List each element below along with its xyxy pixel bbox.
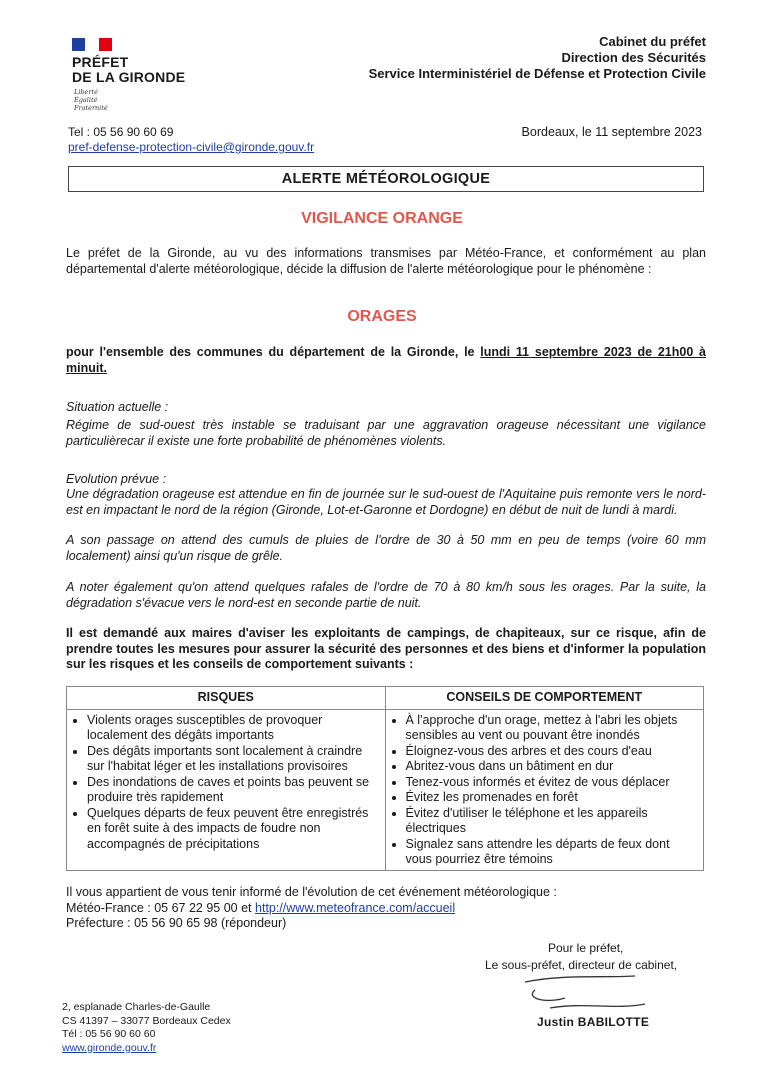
motto-egalite: Égalité: [74, 96, 98, 104]
flag-white: [85, 38, 98, 51]
direction-line: Direction des Sécurités: [561, 50, 706, 65]
meteofrance-link[interactable]: http://www.meteofrance.com/accueil: [255, 900, 456, 915]
info-paragraph: [66, 885, 706, 932]
situation-text: Régime de sud-ouest très instable se traduisant par une aggravation orageuse nécessitant une vigilance particulièrecar il existe une forte probabilité de phénomènes violents.: [66, 418, 706, 448]
list-item: • Évitez les promenades en forêt: [406, 790, 698, 806]
list-item: • Signalez sans attendre les départs de feux dont vous pourriez être témoins: [406, 837, 698, 868]
signatory-name: Justin BABILOTTE: [537, 1015, 650, 1029]
advice-cell: [385, 709, 704, 870]
issuing-service: [369, 34, 706, 82]
footer-address: [62, 1001, 231, 1055]
contact-email-link[interactable]: pref-defense-protection-civile@gironde.gouv.fr: [68, 140, 315, 154]
prefecture-line-2: DE LA GIRONDE: [72, 69, 186, 85]
list-item: • Quelques départs de feux peuvent être enregistrés en forêt suite à des impacts de foudre non accompagnés de précipitations: [87, 806, 379, 853]
signature-line-2: Le sous-préfet, directeur de cabinet,: [485, 958, 678, 972]
meteofrance-phone: Météo-France : 05 67 22 95 00 et: [66, 900, 256, 915]
republic-flag-logo: [72, 38, 112, 51]
prefecture-line-1: PRÉFET: [72, 54, 129, 70]
table-row: [67, 709, 704, 870]
motto-liberte: Liberté: [74, 88, 98, 96]
risks-list: [73, 713, 379, 853]
situation-title: Situation actuelle :: [66, 400, 169, 414]
list-item: • Des inondations de caves et points bas peuvent se produire très rapidement: [87, 775, 379, 806]
advice-list: [392, 713, 698, 868]
intro-paragraph: Le préfet de la Gironde, au vu des informations transmises par Météo-France, et conformément au plan départemental d'alerte météorologique, décide la diffusion de l'alerte météorologique pour le phénomène :: [66, 246, 706, 276]
flag-blue: [72, 38, 85, 51]
motto-fraternite: Fraternité: [74, 104, 108, 112]
evolution-title: Evolution prévue :: [66, 472, 167, 486]
republic-motto: [74, 88, 108, 112]
phenomenon-title: ORAGES: [347, 308, 417, 325]
contact-phone: Tel : 05 56 90 60 69: [68, 125, 174, 139]
alert-banner-title: ALERTE MÉTÉOROLOGIQUE: [68, 166, 704, 192]
signature-line-1: Pour le préfet,: [548, 941, 624, 955]
footer-phone: Tél : 05 56 90 60 60: [62, 1028, 156, 1040]
list-item: • Des dégâts importants sont localement à craindre sur l'habitat léger et les installations provisoires: [87, 744, 379, 775]
info-line-2: [66, 901, 706, 917]
place-date: Bordeaux, le 11 septembre 2023: [521, 125, 702, 139]
scope-paragraph: [66, 345, 706, 376]
info-line-3: Préfecture : 05 56 90 65 98 (répondeur): [66, 916, 287, 930]
info-line-1: Il vous appartient de vous tenir informé de l'évolution de cet événement météorologique :: [66, 885, 557, 899]
advice-header: CONSEILS DE COMPORTEMENT: [385, 687, 704, 710]
prefecture-name: [72, 55, 185, 85]
list-item: • Abritez-vous dans un bâtiment en dur: [406, 759, 698, 775]
risks-cell: [67, 709, 386, 870]
list-item: • À l'approche d'un orage, mettez à l'abri les objets sensibles au vent ou pouvant être inondés: [406, 713, 698, 744]
vigilance-level: VIGILANCE ORANGE: [301, 210, 463, 227]
service-line: Service Interministériel de Défense et Protection Civile: [368, 66, 706, 81]
evolution-paragraph-3: A noter également qu'on attend quelques rafales de l'ordre de 70 à 80 km/h sous les orages. Par la suite, la dégradation s'évacue vers le nord-est en seconde partie de nuit.: [66, 580, 706, 610]
risks-header: RISQUES: [67, 687, 386, 710]
footer-address-line-2: CS 41397 – 33077 Bordeaux Cedex: [62, 1014, 231, 1027]
evolution-paragraph-2: A son passage on attend des cumuls de pluies de l'ordre de 30 à 50 mm en peu de temps (voire 60 mm localement) ainsi qu'un risque de grêle.: [66, 533, 706, 563]
list-item: • Violents orages susceptibles de provoquer localement des dégâts importants: [87, 713, 379, 744]
list-item: • Éloignez-vous des arbres et des cours d'eau: [406, 744, 698, 760]
footer-address-line-1: 2, esplanade Charles-de-Gaulle: [62, 1001, 211, 1013]
handwritten-signature: [505, 968, 655, 1018]
risks-advice-table: [66, 686, 704, 871]
flag-red: [99, 38, 112, 51]
list-item: • Évitez d'utiliser le téléphone et les appareils électriques: [406, 806, 698, 837]
scope-text: pour l'ensemble des communes du département de la Gironde, le: [66, 345, 481, 359]
mayors-request: Il est demandé aux maires d'aviser les exploitants de campings, de chapiteaux, sur ce risque, afin de prendre toutes les mesures pour assurer la sécurité des personnes et des biens et d'informer la population sur les risques et les conseils de comportement suivants :: [66, 626, 706, 671]
scope-date: lundi 11 septembre 2023 de 21h00 à minuit.: [66, 345, 706, 375]
list-item: • Tenez-vous informés et évitez de vous déplacer: [406, 775, 698, 791]
evolution-paragraph-1: Une dégradation orageuse est attendue en fin de journée sur le sud-ouest de l'Aquitaine puis remonte vers le nord-est en impactant le nord de la région (Gironde, Lot-et-Garonne et Dordogne) en début de nuit de lundi à mardi.: [66, 487, 706, 517]
cabinet-line: Cabinet du préfet: [599, 34, 706, 49]
table-header-row: [67, 687, 704, 710]
footer-website-link[interactable]: www.gironde.gouv.fr: [62, 1041, 157, 1054]
